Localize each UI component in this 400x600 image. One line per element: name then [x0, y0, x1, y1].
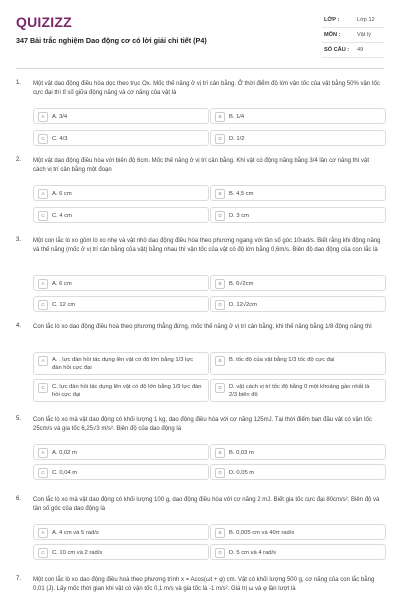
meta-row-count — [322, 43, 384, 58]
option-letter: C — [38, 211, 48, 221]
option-c[interactable] — [33, 464, 209, 480]
option-c[interactable] — [33, 130, 209, 146]
option-letter: C — [38, 300, 48, 310]
question-number: 4. — [16, 323, 22, 329]
meta-box — [322, 13, 384, 58]
option-letter: D — [215, 134, 225, 144]
question-number: 5. — [16, 416, 22, 422]
option-text: D. 1/2 — [229, 135, 245, 142]
option-d[interactable] — [210, 544, 386, 560]
meta-value: 49 — [357, 47, 364, 53]
option-letter: A — [38, 112, 48, 122]
option-d[interactable] — [210, 130, 386, 146]
option-d[interactable] — [210, 207, 386, 223]
option-letter: A — [38, 189, 48, 199]
option-a[interactable] — [33, 275, 209, 291]
option-text: B. 6√2cm — [229, 280, 254, 287]
option-text: A. . lực đàn hồi tác dụng lên vật có độ lớn bằng 1/3 lực đàn hồi cực đại — [52, 357, 194, 371]
option-a[interactable] — [33, 185, 209, 201]
option-text: C. lực đàn hồi tác dụng lên vật có độ lớn bằng 1/9 lực đàn hồi cực đại — [52, 384, 202, 398]
option-text: C. 4 cm — [52, 212, 72, 219]
header-divider — [16, 68, 384, 69]
option-text: B. 0,03 m — [229, 449, 254, 456]
question-text: Một vật dao động điều hòa dọc theo trục Ox. Mốc thế năng ở vị trí cân bằng. Ở thời điểm độ lớn vận tốc của vật bằng 50% vận tốc cực đại thì tỉ số giữa động năng và cơ năng của vật là — [33, 81, 380, 96]
option-a[interactable] — [33, 524, 209, 540]
option-text: C. 10 cm và 2 rad/s — [52, 549, 103, 556]
question-number: 2. — [16, 157, 22, 163]
option-letter: B — [215, 279, 225, 289]
question-text: Một con lắc lò xo gồm lò xo nhẹ và vật nhỏ dao động điều hòa theo phương ngang với tần số góc 10rad/s. Biết rằng khi động năng và thế năng (mốc ở vị trí cân bằng của vật) bằng nhau thì vận tốc của vật có độ lớn bằng 0,6m/s. Biên độ dao động của con lắc là — [33, 238, 381, 253]
option-d[interactable] — [210, 464, 386, 480]
option-text: A. 0,02 m — [52, 449, 77, 456]
option-text: D. 0,05 m — [229, 469, 255, 476]
option-letter: D — [215, 383, 225, 393]
option-text: D. 3 cm — [229, 212, 249, 219]
option-text: D. vật cách vị trí tốc độ bằng 0 một khoảng gần nhất là 2/3 biên độ — [229, 384, 370, 398]
option-letter: D — [215, 211, 225, 221]
option-letter: C — [38, 134, 48, 144]
question-text: Một con lắc lò xo dao động điều hoà theo phương trình x = Acos(ωt + φ) cm. Vật có khối lượng 500 g, cơ năng của con lắc bằng 0,01 (J). Lấy mốc thời gian khi vật có vận tốc 0,1 m/s và gia tốc là -1 m/s². Giá trị ω và φ lần lượt là — [33, 577, 375, 592]
option-b[interactable] — [210, 444, 386, 460]
meta-row-subject — [322, 28, 384, 43]
option-letter: B — [215, 189, 225, 199]
option-letter: B — [215, 112, 225, 122]
option-d[interactable] — [210, 379, 386, 402]
meta-value: Vật lý — [357, 32, 371, 38]
option-text: B. tốc độ của vật bằng 1/3 tốc độ cực đại — [229, 357, 335, 363]
option-text: A. 6 cm — [52, 190, 72, 197]
question-number: 1. — [16, 80, 22, 86]
option-a[interactable] — [33, 352, 209, 375]
option-text: C. 12 cm — [52, 301, 76, 308]
option-letter: D — [215, 300, 225, 310]
option-c[interactable] — [33, 296, 209, 312]
meta-row-class — [322, 13, 384, 28]
option-text: C. 4/3 — [52, 135, 68, 142]
option-a[interactable] — [33, 444, 209, 460]
question-text: Con lắc lò xo mà vật dao động có khối lượng 1 kg, dao động điều hòa với cơ năng 125mJ. Tại thời điểm ban đầu vật có vận tốc 25cm/s và gia tốc 6,25√3 m/s². Biên độ của dao động là — [33, 417, 372, 432]
option-a[interactable] — [33, 108, 209, 124]
option-letter: A — [38, 356, 48, 366]
option-c[interactable] — [33, 207, 209, 223]
option-b[interactable] — [210, 108, 386, 124]
meta-key: MÔN : — [324, 32, 341, 38]
question-text: Con lắc lò xo dao động điều hoà theo phương thẳng đứng, mốc thế năng ở vị trí cân bằng, khi thế năng bằng 1/8 động năng thì — [33, 324, 372, 330]
question-text: Con lắc lò xo mà vật dao động có khối lượng 100 g, dao động điều hòa với cơ năng 2 mJ. Biết gia tốc cực đại 80cm/s². Biên độ và tần số góc của dao động là — [33, 497, 380, 512]
question-number: 3. — [16, 237, 22, 243]
option-b[interactable] — [210, 524, 386, 540]
option-letter: B — [215, 528, 225, 538]
option-letter: A — [38, 448, 48, 458]
question-number: 6. — [16, 496, 22, 502]
option-d[interactable] — [210, 296, 386, 312]
option-text: D. 5 cm và 4 rad/s — [229, 549, 277, 556]
option-letter: D — [215, 548, 225, 558]
page-title: 347 Bài trắc nghiệm Dao động cơ có lời giải chi tiết (P4) — [16, 36, 207, 45]
option-text: A. 4 cm và 5 rad/s — [52, 529, 99, 536]
option-c[interactable] — [33, 379, 209, 402]
question-text: Một vật dao động điều hòa với biên độ 6cm. Mốc thế năng ở vị trí cân bằng. Khi vật có động năng bằng 3/4 lần cơ năng thì vật cách vị trí cân bằng một đoạn — [33, 158, 370, 173]
meta-key: SỐ CÂU : — [324, 47, 350, 53]
option-text: B. 1/4 — [229, 113, 245, 120]
option-text: A. 6 cm — [52, 280, 72, 287]
option-letter: C — [38, 383, 48, 393]
option-letter: C — [38, 548, 48, 558]
question-number: 7. — [16, 576, 22, 582]
option-text: A. 3/4 — [52, 113, 68, 120]
option-letter: A — [38, 279, 48, 289]
option-letter: B — [215, 448, 225, 458]
option-text: C. 0,04 m — [52, 469, 78, 476]
option-b[interactable] — [210, 275, 386, 291]
option-b[interactable] — [210, 352, 386, 375]
option-letter: A — [38, 528, 48, 538]
option-letter: D — [215, 468, 225, 478]
meta-key: LỚP : — [324, 17, 340, 23]
option-text: B. 0,005 cm và 40π rad/s — [229, 529, 295, 536]
meta-value: Lớp 12 — [357, 17, 375, 23]
quizizz-logo: QUIZIZZ — [16, 14, 72, 30]
header — [0, 0, 400, 64]
option-text: B. 4,5 cm — [229, 190, 254, 197]
option-letter: C — [38, 468, 48, 478]
option-c[interactable] — [33, 544, 209, 560]
option-b[interactable] — [210, 185, 386, 201]
option-text: D. 12√2cm — [229, 301, 257, 308]
option-letter: B — [215, 356, 225, 366]
